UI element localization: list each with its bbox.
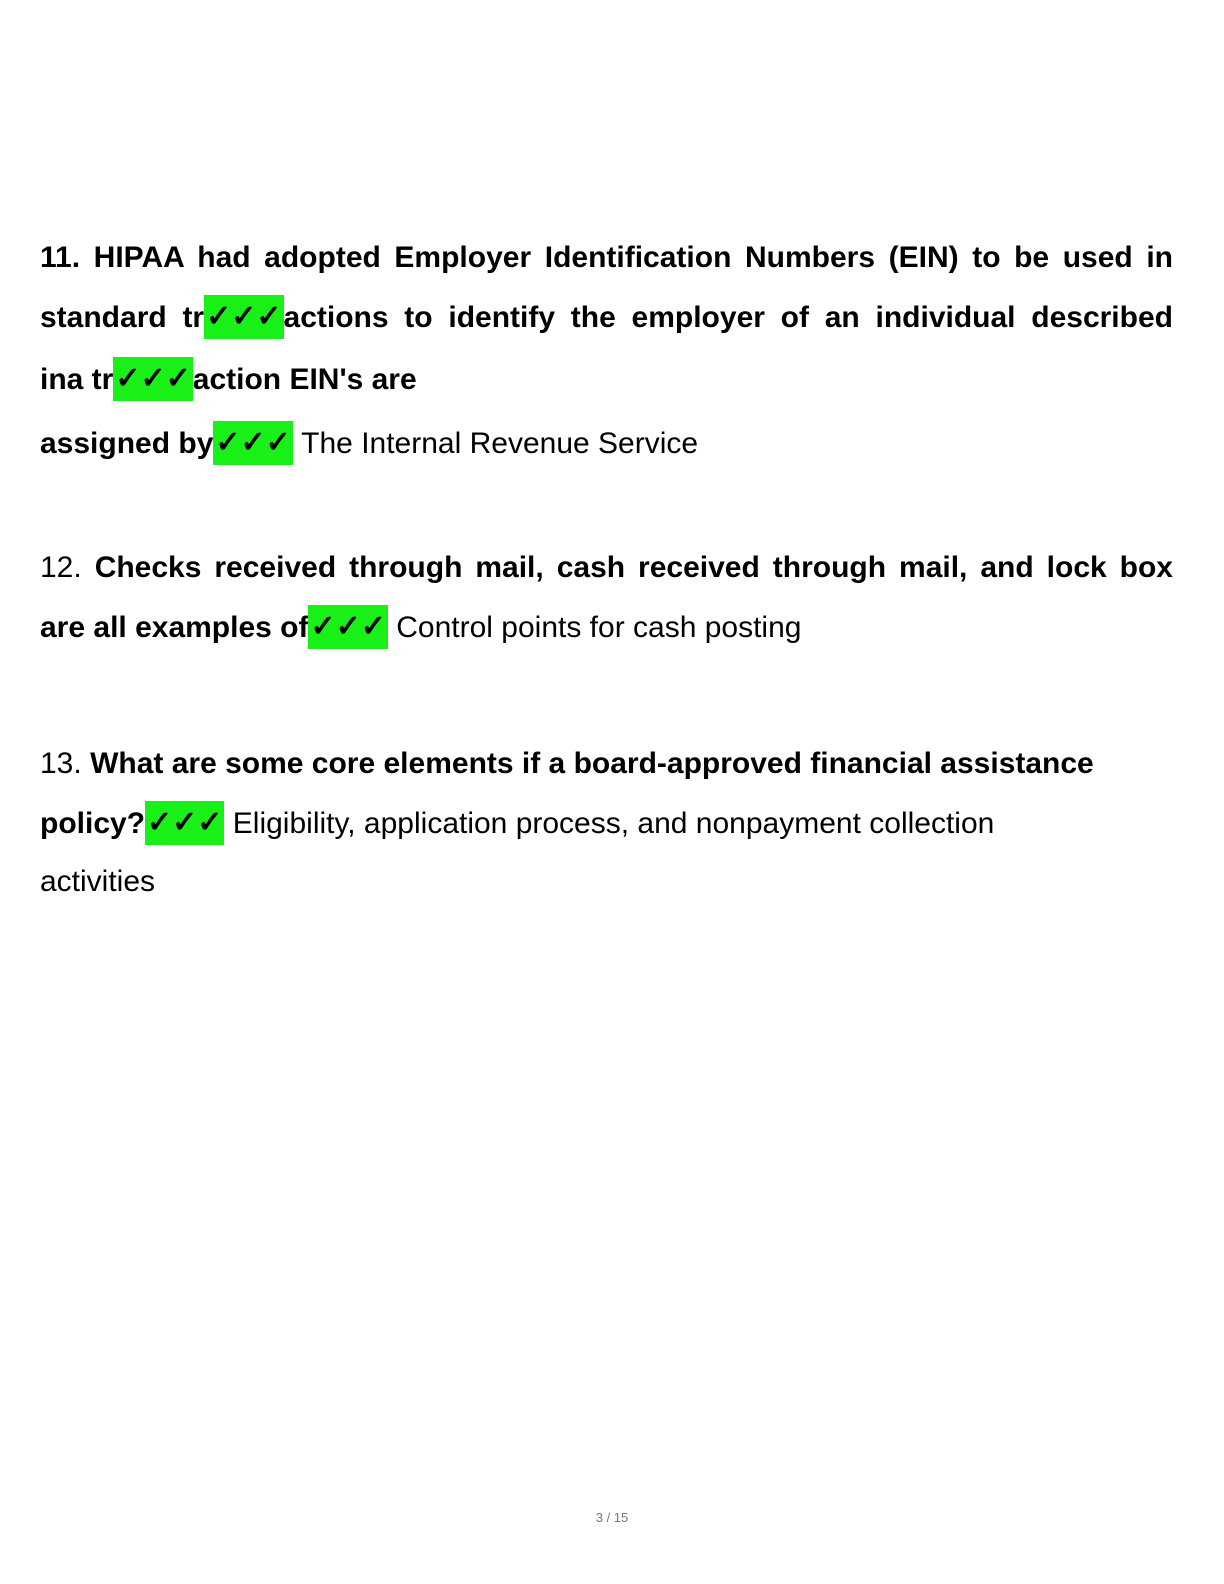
question-text: assigned by	[40, 427, 214, 460]
check-mark-highlight: ✓✓✓	[308, 605, 387, 649]
question-text: HIPAA had adopted Employer Identification Numbers (EIN) to be used in	[93, 241, 1173, 274]
question-13-line-3	[40, 862, 1173, 902]
question-number: 11.	[40, 241, 81, 274]
question-text: are all examples of	[40, 611, 309, 644]
answer-text: Eligibility, application process, and nonpayment collection	[232, 807, 995, 840]
check-mark-highlight: ✓✓✓	[113, 357, 192, 401]
page-number: 3 / 15	[595, 1510, 629, 1525]
question-text: What are some core elements if a board-approved financial assistance	[90, 747, 1094, 780]
question-11-line-1	[40, 238, 1173, 278]
question-text: policy?	[40, 807, 146, 840]
question-number: 13.	[40, 747, 82, 780]
question-13-line-1	[40, 744, 1173, 784]
question-11-line-3	[40, 360, 1173, 401]
check-mark-highlight: ✓✓✓	[213, 421, 292, 465]
question-11-line-4	[40, 424, 1173, 465]
check-mark-highlight: ✓✓✓	[145, 801, 224, 845]
question-text: Checks received through mail, cash received through mail, and lock box	[94, 551, 1173, 584]
answer-text: Control points for cash posting	[396, 611, 802, 644]
check-mark-highlight: ✓✓✓	[204, 295, 283, 339]
answer-text: activities	[40, 865, 156, 898]
question-11-line-2	[40, 298, 1173, 339]
question-13-line-2	[40, 804, 1173, 845]
answer-text: The Internal Revenue Service	[301, 427, 699, 460]
question-12-line-1	[40, 548, 1173, 588]
question-number: 12.	[40, 551, 82, 584]
question-text: action EIN's are	[192, 363, 417, 396]
question-text: standard tr	[40, 301, 205, 334]
question-text: actions to identify the employer of an individual described	[283, 301, 1173, 334]
question-text: ina tr	[40, 363, 114, 396]
question-12-line-2	[40, 608, 1173, 649]
